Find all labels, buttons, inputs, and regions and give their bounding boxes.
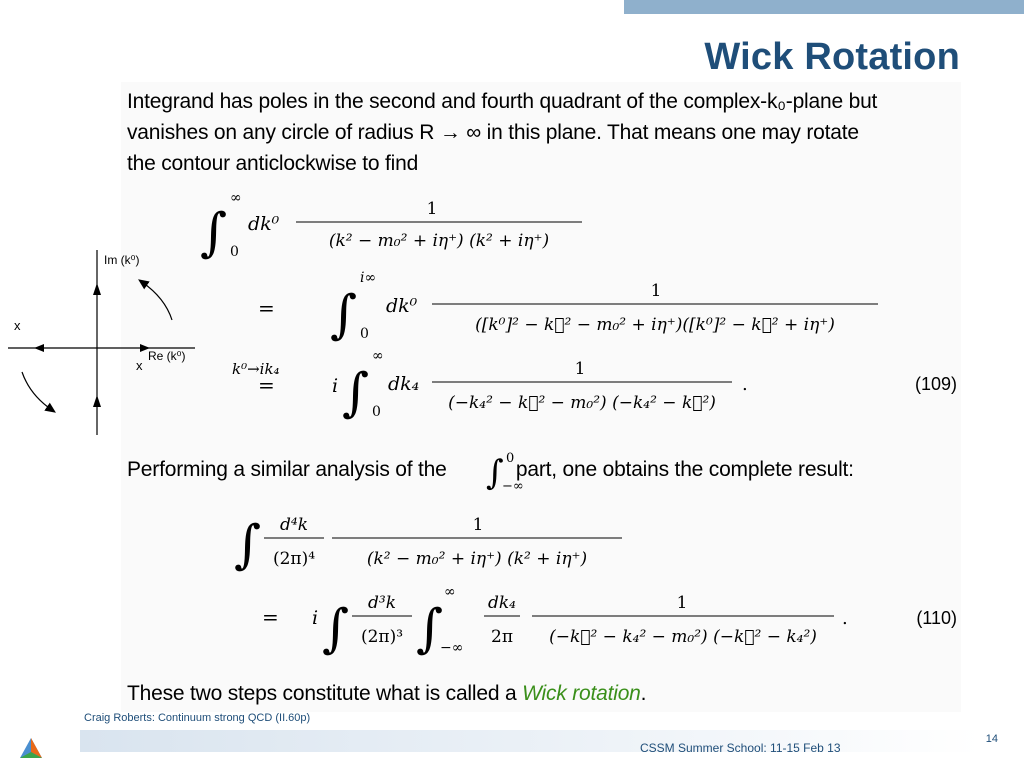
wick-rotation-highlight: Wick rotation xyxy=(522,682,641,705)
period-3: . xyxy=(742,374,748,395)
slide-title: Wick Rotation xyxy=(704,36,960,78)
im-axis-label: Im (k⁰) xyxy=(104,253,140,267)
performing-text-before: Performing a similar analysis of the xyxy=(127,458,447,481)
denominator-3: (−k₄² − k⃗² − m₀²) (−k₄² − k⃗²) xyxy=(448,393,716,413)
footer-author: Craig Roberts: Continuum strong QCD (II.60p) xyxy=(84,712,311,724)
period-6: . xyxy=(842,608,848,629)
denominator-4: (k² − m₀² + iη⁺) (k² + iη⁺) xyxy=(366,549,588,569)
intro-line-1: Integrand has poles in the second and fourth quadrant of the complex-k₀-plane but xyxy=(127,90,878,113)
equals-sign-5: = xyxy=(262,605,279,629)
d4k-denominator: (2π)⁴ xyxy=(272,549,316,569)
inline-integral-sign: ∫ xyxy=(486,453,504,493)
intro-line-3: the contour anticlockwise to find xyxy=(127,152,419,175)
denominator-1: (k² − m₀² + iη⁺) (k² + iη⁺) xyxy=(328,231,550,251)
integral-sign-3: ∫ xyxy=(342,363,370,423)
pole-marker-left: x xyxy=(14,318,21,333)
equals-sign-3: = xyxy=(258,373,275,397)
measure-2: dk⁰ xyxy=(386,295,418,317)
performing-text-after: part, one obtains the complete result: xyxy=(515,458,854,481)
d4k-numerator: d⁴k xyxy=(280,515,308,535)
institution-logo-icon xyxy=(18,736,44,760)
measure-3: dk₄ xyxy=(388,373,420,395)
lower-limit-1: 0 xyxy=(230,244,239,260)
inline-upper-limit: 0 xyxy=(506,451,515,466)
lower-limit-3: 0 xyxy=(372,404,381,420)
lower-limit-2: 0 xyxy=(360,326,369,342)
conclusion-text: These two steps constitute what is called a xyxy=(127,682,523,705)
inline-lower-limit: −∞ xyxy=(502,479,524,494)
dk4-denominator: 2π xyxy=(491,627,513,647)
upper-limit-6: ∞ xyxy=(444,584,456,600)
substitution-label: k⁰→ik₄ xyxy=(232,360,280,378)
denominator-6: (−k⃗² − k₄² − m₀²) (−k⃗² − k₄²) xyxy=(549,627,817,647)
upper-limit-1: ∞ xyxy=(230,190,242,206)
footer-event: CSSM Summer School: 11-15 Feb 13 xyxy=(640,741,841,755)
integral-sign-2: ∫ xyxy=(330,285,358,345)
integral-sign-4: ∫ xyxy=(234,515,262,575)
numerator-4: 1 xyxy=(472,515,484,535)
integral-sign-5: ∫ xyxy=(322,599,350,659)
denominator-2: ([k⁰]² − k⃗² − m₀² + iη⁺)([k⁰]² − k⃗² + iη⁺) xyxy=(475,315,835,335)
integral-sign-6: ∫ xyxy=(416,599,444,659)
conclusion-period: . xyxy=(640,682,647,705)
d3k-denominator: (2π)³ xyxy=(360,627,404,647)
numerator-2: 1 xyxy=(650,281,662,301)
footer-band xyxy=(80,730,980,752)
imaginary-unit-5: i xyxy=(312,607,319,629)
numerator-6: 1 xyxy=(676,593,688,613)
equals-sign-2: = xyxy=(258,296,275,320)
upper-limit-2: i∞ xyxy=(360,270,377,286)
imaginary-unit-3: i xyxy=(332,375,339,397)
re-axis-label: Re (k⁰) xyxy=(148,349,186,363)
numerator-3: 1 xyxy=(574,359,586,379)
dk4-numerator: dk₄ xyxy=(488,593,516,613)
integral-sign-1: ∫ xyxy=(200,203,228,263)
lower-limit-6: −∞ xyxy=(440,640,464,656)
pole-marker-right: x xyxy=(136,358,143,373)
page-number: 14 xyxy=(985,733,998,745)
intro-line-2: vanishes on any circle of radius R → ∞ in this plane. That means one may rotate xyxy=(127,121,859,144)
upper-limit-3: ∞ xyxy=(372,348,384,364)
conclusion-paragraph xyxy=(127,678,957,709)
equation-number-109: (109) xyxy=(914,374,957,394)
measure-1: dk⁰ xyxy=(248,213,280,235)
equation-number-110: (110) xyxy=(916,608,957,628)
d3k-numerator: d³k xyxy=(368,593,396,613)
numerator-1: 1 xyxy=(426,199,438,219)
